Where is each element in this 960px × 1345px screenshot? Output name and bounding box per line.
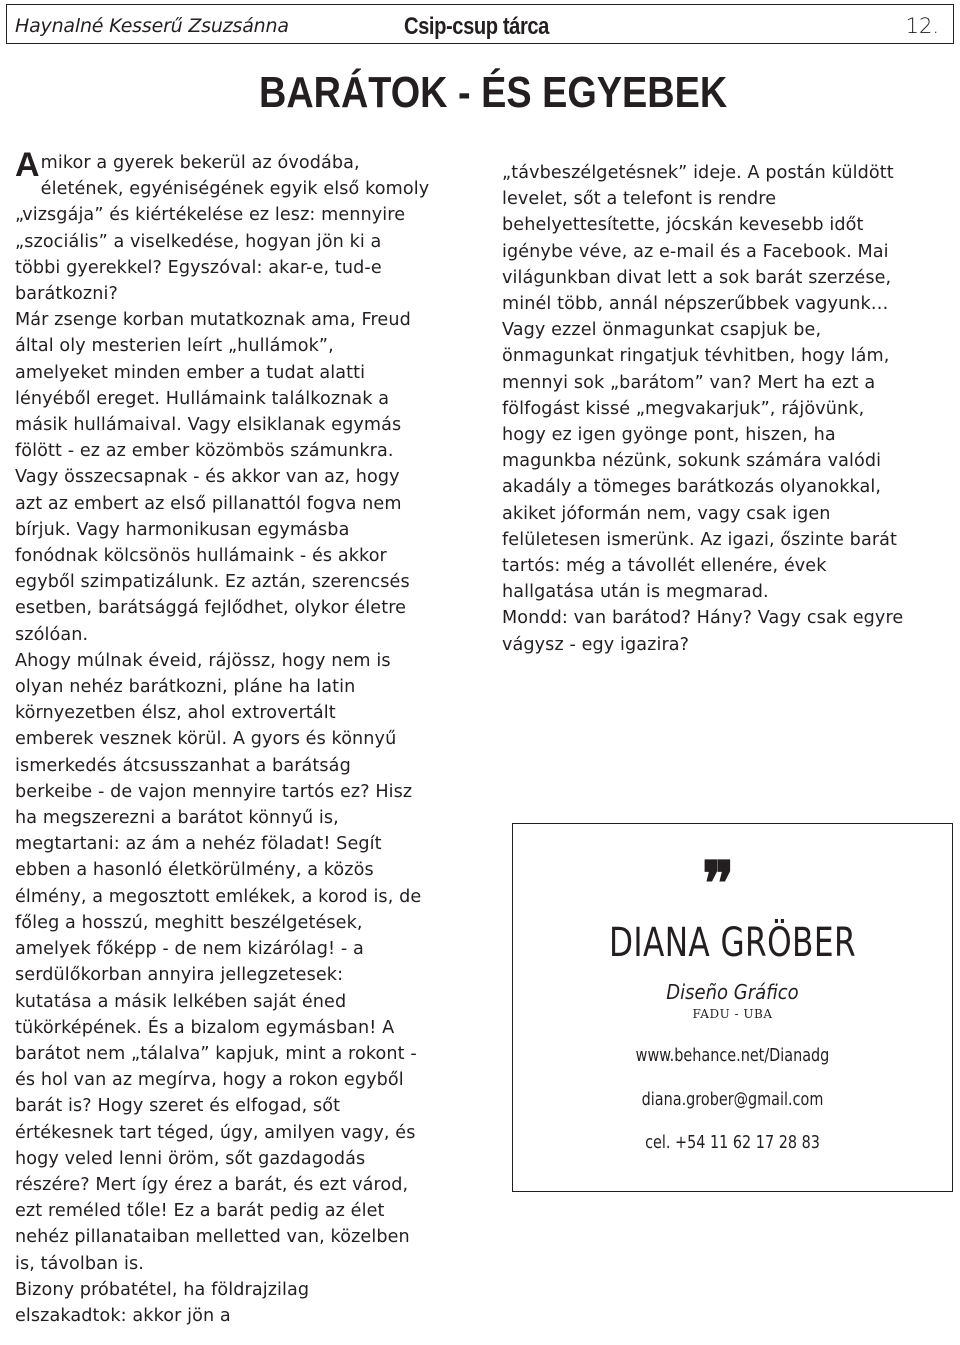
- text-line-content: kutatása a másik lelkében saját éned: [15, 991, 347, 1012]
- card-phone: cel. +54 11 62 17 28 83: [645, 1132, 820, 1153]
- text-line: [15, 1172, 465, 1198]
- text-line-content: lényéből ereget. Hullámaink találkoznak a: [15, 388, 390, 409]
- text-line: [15, 255, 465, 281]
- text-line-content: szólóan.: [15, 624, 89, 645]
- text-line-content: ezt reméled tőle! Ez a barát pedig az élet: [15, 1201, 385, 1222]
- text-line: [502, 501, 952, 527]
- text-line-content: akadály a tömeges barátkozás olyanokkal,: [502, 477, 882, 498]
- text-line-content: akiket jóformán nem, vagy csak igen: [502, 503, 831, 524]
- text-line-content: berkeibe - de vajon mennyire tartós ez? Hisz: [15, 781, 413, 802]
- text-line: [15, 438, 465, 464]
- text-line: [15, 1093, 465, 1119]
- text-line: [502, 186, 952, 212]
- card-institution: FADU - UBA: [692, 1007, 773, 1021]
- text-line-content: Vagy összecsapnak - és akkor van az, hogy: [15, 467, 400, 488]
- card-role: Diseño Gráfico: [666, 980, 799, 1004]
- text-line-content: is, távolban is.: [15, 1253, 144, 1274]
- text-line-content: igénybe véve, az e-mail és a Facebook. Mai: [502, 241, 889, 262]
- text-line: [15, 333, 465, 359]
- text-line: [15, 910, 465, 936]
- text-line: [502, 422, 952, 448]
- text-line: [502, 396, 952, 422]
- text-line: [15, 622, 465, 648]
- text-line-content: ismerkedés átcsusszanhat a barátság: [15, 755, 351, 776]
- text-line: [15, 1015, 465, 1041]
- text-line: [15, 307, 465, 333]
- text-line-content: azt az embert az első pillanattól fogva nem: [15, 493, 402, 514]
- text-line-content: Bizony próbatétel, ha földrajzilag: [15, 1279, 310, 1300]
- text-line-content: „vizsgája” és kiértékelése ez lesz: mennyire: [15, 205, 406, 226]
- text-line-content: vágysz - egy igazira?: [502, 634, 690, 655]
- header-column-title: Csip-csup tárca: [404, 13, 549, 40]
- text-line: [15, 360, 465, 386]
- text-line: [15, 805, 465, 831]
- text-line-content: fölött - ez az ember közömbös számunkra.: [15, 441, 394, 462]
- text-line: [502, 448, 952, 474]
- text-line: [15, 989, 465, 1015]
- text-line: [15, 1198, 465, 1224]
- text-line-content: olyan nehéz barátkozni, pláne ha latin: [15, 677, 356, 698]
- text-line: [15, 543, 465, 569]
- text-line: [15, 831, 465, 857]
- text-line-content: főleg a hosszú, meghitt beszélgetések,: [15, 912, 363, 933]
- text-line: [15, 1041, 465, 1067]
- text-line-content: magunkba nézünk, sokunk számára valódi: [502, 451, 882, 472]
- text-line: [15, 1224, 465, 1250]
- text-line-content: barátkozni?: [15, 284, 118, 305]
- text-line: [15, 648, 465, 674]
- text-line: [502, 605, 952, 631]
- quote-mark-icon: ❞: [702, 849, 735, 919]
- text-line: [15, 281, 465, 307]
- text-line: [15, 1303, 465, 1329]
- text-line-content: levelet, sőt a telefont is rendre: [502, 189, 777, 210]
- text-line: [15, 491, 465, 517]
- article-headline: BARÁTOK - ÉS EGYEBEK: [259, 68, 728, 117]
- header-author: Haynalné Kesserű Zsuzsánna: [15, 15, 289, 37]
- text-line: [15, 202, 465, 228]
- text-line-content: nehéz pillanataiban melletted van, közelben: [15, 1227, 410, 1248]
- text-line-content: minél több, annál népszerűbbek vagyunk…: [502, 294, 889, 315]
- text-line-content: ebben a hasonló életkörülmény, a közös: [15, 860, 374, 881]
- text-line: [502, 632, 952, 658]
- text-line-content: mennyi sok „barátom” van? Mert ha ezt a: [502, 372, 876, 393]
- text-line: [15, 1277, 465, 1303]
- text-line: [15, 464, 465, 490]
- text-line: [15, 517, 465, 543]
- text-line-content: megtartani: az ám a nehéz föladat! Segít: [15, 834, 382, 855]
- text-line-content: emberek vesznek körül. A gyors és könnyű: [15, 729, 397, 750]
- text-line-content: tartós: még a távollét ellenére, évek: [502, 556, 827, 577]
- text-line-content: amelyek főképp - de nem kizárólag! - a: [15, 939, 364, 960]
- text-line-content: többi gyerekkel? Egyszóval: akar-e, tud-e: [15, 257, 382, 278]
- text-line: [15, 962, 465, 988]
- text-line: [15, 779, 465, 805]
- text-line: [15, 753, 465, 779]
- text-line: [15, 857, 465, 883]
- text-line: [15, 726, 465, 752]
- text-line: [502, 212, 952, 238]
- page-header: [6, 4, 954, 44]
- text-line: [502, 291, 952, 317]
- text-line-content: hallgatása után is megmarad.: [502, 582, 769, 603]
- text-line-content: amelyeket minden ember a tudat alatti: [15, 362, 366, 383]
- text-line-content: hogy ez igen gyönge pont, hiszen, ha: [502, 425, 836, 446]
- text-line: [502, 239, 952, 265]
- text-line: [15, 1067, 465, 1093]
- text-line: [502, 343, 952, 369]
- text-line-content: felületesen ismerünk. Az igazi, őszinte barát: [502, 529, 898, 550]
- text-line-content: behelyettesítette, jócskán kevesebb időt: [502, 215, 864, 236]
- text-line-content: mikor a gyerek bekerül az óvodába,: [40, 153, 360, 173]
- text-line: [502, 527, 952, 553]
- text-line: [15, 1251, 465, 1277]
- text-line-content: tükörképének. És a bizalom egymásban! A: [15, 1017, 395, 1038]
- text-line-content: Vagy ezzel önmagunkat csapjuk be,: [502, 320, 822, 341]
- text-line-content: „távbeszélgetésnek” ideje. A postán küldött: [502, 163, 894, 183]
- text-line: [15, 595, 465, 621]
- text-line-content: hogy veled lenni öröm, sőt gazdagodás: [15, 1148, 366, 1169]
- text-line: [15, 569, 465, 595]
- text-line: [15, 229, 465, 255]
- text-line-content: bírjuk. Vagy harmonikusan egymásba: [15, 519, 350, 540]
- text-line: [15, 146, 465, 184]
- card-name: DIANA GRÖBER: [608, 920, 857, 966]
- text-line: [502, 265, 952, 291]
- text-line: [15, 936, 465, 962]
- article-column-right: [502, 160, 952, 658]
- text-line: [15, 674, 465, 700]
- text-line-content: Mondd: van barátod? Hány? Vagy csak egyre: [502, 608, 904, 629]
- text-line-content: „szociális” a viselkedése, hogyan jön ki a: [15, 231, 382, 252]
- text-line: [502, 553, 952, 579]
- text-line-content: értékesnek tart téged, úgy, amilyen vagy, és: [15, 1122, 416, 1143]
- text-line-content: önmagunkat ringatjuk tévhitben, hogy lám,: [502, 346, 890, 367]
- text-line-content: barát is? Hogy szeret és elfogad, sőt: [15, 1096, 341, 1117]
- text-line-content: egyből szimpatizálunk. Ez aztán, szerencsés: [15, 572, 410, 593]
- text-line-content: és hol van az megírva, hogy a rokon egyből: [15, 1070, 404, 1091]
- text-line: [15, 700, 465, 726]
- text-line-content: élmény, a megosztott emlékek, a korod is, de: [15, 886, 422, 907]
- text-line-content: világunkban divat lett a sok barát szerzése,: [502, 267, 892, 288]
- text-line: [502, 474, 952, 500]
- text-line-content: ha megszerezni a barátot könnyű is,: [15, 808, 339, 829]
- text-line: [15, 386, 465, 412]
- text-line-content: másik hullámaival. Vagy elsiklanak egymás: [15, 415, 402, 436]
- text-line: [502, 160, 952, 186]
- drop-cap: A: [15, 146, 40, 184]
- page-number: 12.: [905, 14, 939, 38]
- article-column-left: [15, 146, 465, 1329]
- text-line: [15, 412, 465, 438]
- text-line-content: serdülőkorban annyira jellegzetesek:: [15, 965, 344, 986]
- text-line: [502, 579, 952, 605]
- text-line: [15, 1146, 465, 1172]
- text-line-content: esetben, barátsággá fejlődhet, olykor életre: [15, 598, 407, 619]
- text-line-content: fonódnak kölcsönös hullámaink - és akkor: [15, 546, 387, 567]
- text-line-content: Már zsenge korban mutatkoznak ama, Freud: [15, 310, 411, 331]
- text-line: [15, 884, 465, 910]
- text-line-content: részére? Mert így érez a barát, és ezt várod,: [15, 1174, 409, 1195]
- text-line-content: által oly mesterien leírt „hullámok”,: [15, 336, 334, 357]
- card-email-link[interactable]: diana.grober@gmail.com: [641, 1089, 824, 1110]
- text-line-content: barátot nem „tálalva” kapjuk, mint a rokont -: [15, 1043, 417, 1064]
- text-line: [502, 317, 952, 343]
- text-line: [15, 1120, 465, 1146]
- text-line-content: fölfogást kissé „megvakarjuk”, rájövünk,: [502, 398, 865, 419]
- card-website-link[interactable]: www.behance.net/Dianadg: [635, 1045, 830, 1066]
- text-line-content: Ahogy múlnak éveid, rájössz, hogy nem is: [15, 650, 391, 671]
- text-line: [502, 370, 952, 396]
- text-line-content: életének, egyéniségének egyik első komoly: [40, 179, 430, 200]
- business-card-ad: [512, 823, 953, 1192]
- text-line-content: környezetben élsz, ahol extrovertált: [15, 703, 336, 724]
- text-line-content: elszakadtok: akkor jön a: [15, 1305, 231, 1326]
- text-line: [15, 176, 465, 202]
